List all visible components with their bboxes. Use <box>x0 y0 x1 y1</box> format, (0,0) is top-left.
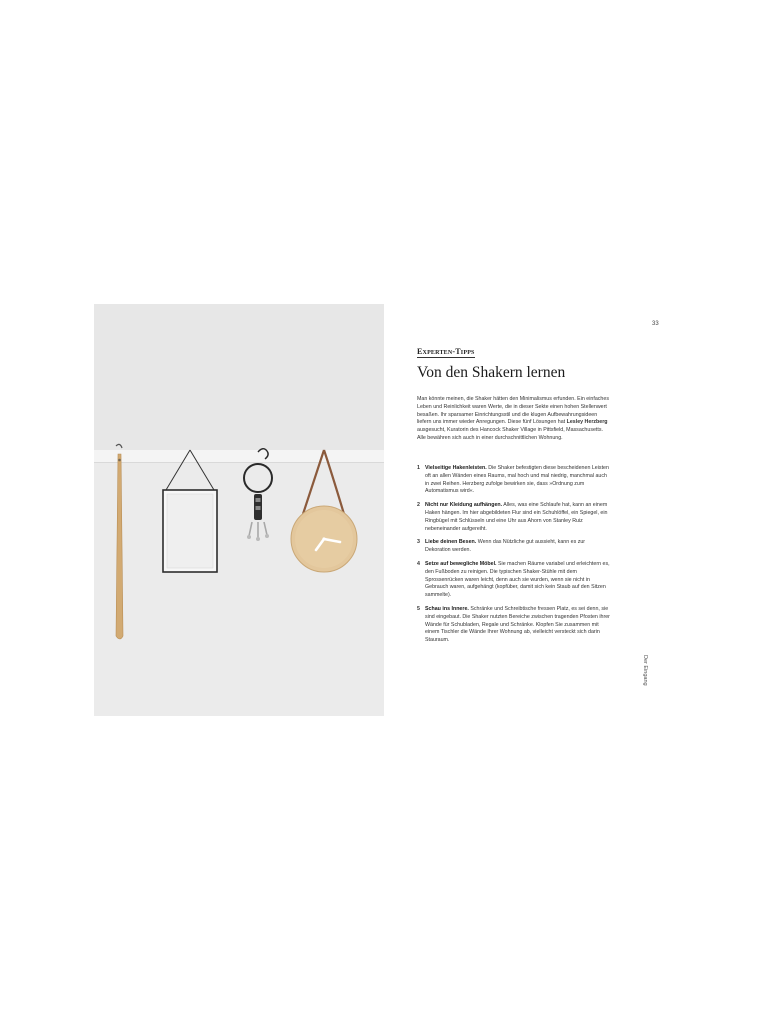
tip-item <box>417 465 612 496</box>
tip-title: Vielseitige Hakenleisten. <box>425 465 487 471</box>
tip-text: Alles, was eine Schlaufe hat, kann an einem Haken hängen. Im hier abgebildeten Flur sind ein Schuhlöffel, ein Spiegel, ein Ringbügel mit Schlüsseln und eine Uhr aus Ahorn von Stanley Ruiz nebeneinander aufgereiht. <box>425 502 608 532</box>
article-headline: Von den Shakern lernen <box>417 364 566 381</box>
tip-title: Schau ins Innere. <box>425 605 469 612</box>
tip-number: 3 <box>417 539 420 546</box>
tip-item <box>417 561 612 600</box>
chapter-margin-label: Der Eingang <box>642 655 648 686</box>
tips-list <box>417 465 612 651</box>
tip-number: 2 <box>417 502 420 509</box>
intro-text-start: Man könnte meinen, die Shaker hätten den Minimalismus erfunden. Ein einfaches Leben und Reinlichkeit waren Werte, die in dieser Sekte einen hohen Stellenwert besaßen. Ihr sparsamer Einrichtungsstil und die klugen Aufbewahrungsideen liefern uns immer wieder Anregungen. Diese fünf Lösungen hat <box>417 396 609 426</box>
intro-text-end: ausgesucht, Kuratorin des Hancock Shaker Village in Pittsfield, Massachusetts. Alle bewähren sich auch in einer durchschnittlichen Wohnung. <box>417 427 603 441</box>
tip-text: Wenn das Nützliche gut aussieht, kann es zur Dekoration werden. <box>425 539 586 554</box>
hanging-objects <box>94 304 384 716</box>
mirror <box>163 450 217 572</box>
hallway-photo <box>94 304 384 716</box>
tip-item <box>417 539 612 555</box>
section-kicker: Experten-Tipps <box>417 347 475 356</box>
tip-text: Sie machen Räume variabel und erleichtern es, den Fußboden zu reinigen. Die typischen Shaker-Stühle mit dem Sprossenrücken waren leicht, denn auch sie wurden, wenn sie nicht in Gebrauch waren, aufgehängt (kopfüber, damit sich kein Staub auf den Sitzen sammelte). <box>425 560 610 599</box>
intro-paragraph <box>417 396 609 443</box>
tip-title: Liebe deinen Besen. <box>425 539 477 546</box>
tip-text: Schränke und Schreibtische fressen Platz, es sei denn, sie sind eingebaut. Die Shaker nutzten Bereiche zwischen tragenden Pfosten ihrer Wände für Schubladen, Regale und Schränke. Klopfen Sie zusammen mit einem Tischler die Wände Ihrer Wohnung ab, vielleicht versteckt sich darin Stauraum. <box>425 605 610 644</box>
tip-number: 4 <box>417 560 420 567</box>
wall-clock <box>291 450 357 572</box>
tip-title: Nicht nur Kleidung aufhängen. <box>425 502 503 509</box>
tip-number: 5 <box>417 605 420 612</box>
curator-name: Lesley Herzberg <box>566 419 608 426</box>
tip-number: 1 <box>417 465 420 471</box>
tip-text: Die Shaker befestigten diese bescheidenen Leisten oft an allen Wänden eines Raums, mal hoch und mal niedrig, manchmal auch in zwei Reihen. Herzberg zufolge bewirken sie, dass »Ordnung zum Automatismus wird«. <box>425 465 609 495</box>
shoehorn <box>116 444 123 639</box>
tip-item <box>417 502 612 533</box>
page-number: 33 <box>652 321 659 327</box>
key-ring-hanger <box>244 449 272 541</box>
tip-title: Setze auf bewegliche Möbel. <box>425 560 497 567</box>
tip-item <box>417 606 612 645</box>
